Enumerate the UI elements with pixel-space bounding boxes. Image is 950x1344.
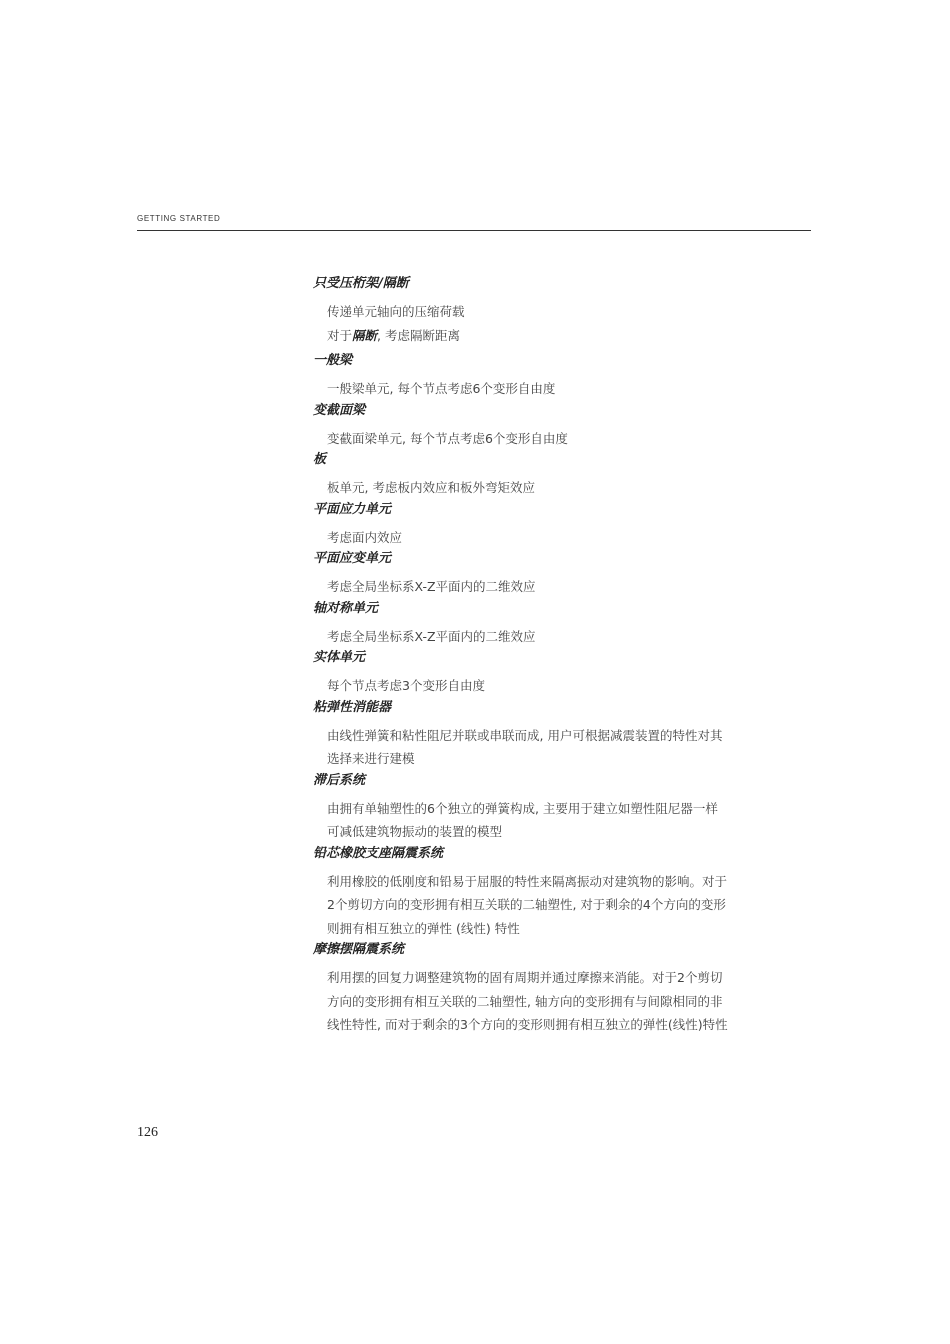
desc-line: 考虑全局坐标系X-Z平面内的二维效应 bbox=[327, 579, 536, 594]
desc-line: 传递单元轴向的压缩荷载 bbox=[327, 304, 465, 319]
term-plane-stress: 平面应力单元 bbox=[313, 501, 392, 517]
desc-line: 由拥有单轴塑性的6个独立的弹簧构成, 主要用于建立如塑性阻尼器一样 bbox=[327, 800, 718, 816]
desc-viscoelastic-damper bbox=[327, 724, 793, 771]
desc-plate bbox=[327, 476, 793, 500]
definition-list bbox=[313, 274, 793, 1037]
desc-lead-rubber-bearing bbox=[327, 870, 793, 941]
desc-line: 考虑面内效应 bbox=[327, 529, 403, 545]
term-axisymmetric: 轴对称单元 bbox=[313, 600, 379, 616]
desc-compression-only-truss bbox=[327, 300, 793, 347]
desc-hysteretic-system bbox=[327, 797, 793, 844]
term-tapered-beam: 变截面梁 bbox=[313, 402, 366, 418]
desc-line: 考虑全局坐标系X-Z平面内的二维效应 bbox=[327, 628, 536, 644]
desc-line: 2个剪切方向的变形拥有相互关联的二轴塑性, 对于剩余的4个方向的变形 bbox=[327, 897, 726, 912]
term-lead-rubber-bearing: 铅芯橡胶支座隔震系统 bbox=[313, 845, 444, 861]
term-solid: 实体单元 bbox=[313, 650, 366, 665]
desc-plane-stress bbox=[327, 526, 793, 550]
desc-general-beam bbox=[327, 377, 793, 401]
desc-line: 一般梁单元, 每个节点考虑6个变形自由度 bbox=[327, 381, 556, 396]
term-compression-only-truss: 只受压桁架/隔断 bbox=[313, 276, 409, 291]
desc-line: 选择来进行建模 bbox=[327, 751, 415, 766]
desc-line: 由线性弹簧和粘性阻尼并联或串联而成, 用户可根据减震装置的特性对其 bbox=[327, 727, 723, 743]
desc-friction-pendulum bbox=[327, 966, 793, 1037]
term-friction-pendulum: 摩擦摆隔震系统 bbox=[313, 942, 405, 957]
desc-suffix: , 考虑隔断距离 bbox=[377, 327, 460, 343]
desc-solid bbox=[327, 674, 793, 698]
desc-line: 方向的变形拥有相互关联的二轴塑性, 轴方向的变形拥有与间隙相同的非 bbox=[327, 993, 723, 1009]
desc-line: 每个节点考虑3个变形自由度 bbox=[327, 678, 485, 693]
term-plate: 板 bbox=[313, 452, 327, 467]
desc-emphasis: 隔断 bbox=[352, 327, 378, 343]
term-general-beam: 一般梁 bbox=[313, 353, 353, 368]
term-hysteretic-system: 滞后系统 bbox=[313, 772, 366, 788]
term-plane-strain: 平面应变单元 bbox=[313, 551, 392, 566]
desc-line: 则拥有相互独立的弹性 (线性) 特性 bbox=[327, 920, 520, 936]
desc-line-rich bbox=[327, 324, 793, 348]
desc-line: 利用橡胶的低刚度和铅易于屈服的特性来隔离振动对建筑物的影响。对于 bbox=[327, 873, 728, 889]
term-viscoelastic-damper: 粘弹性消能器 bbox=[313, 699, 392, 715]
desc-line: 线性特性, 而对于剩余的3个方向的变形则拥有相互独立的弹性(线性)特性 bbox=[327, 1017, 728, 1032]
desc-line: 利用摆的回复力调整建筑物的固有周期并通过摩擦来消能。对于2个剪切 bbox=[327, 970, 723, 985]
desc-line: 变截面梁单元, 每个节点考虑6个变形自由度 bbox=[327, 430, 568, 446]
desc-prefix: 对于 bbox=[327, 327, 353, 343]
desc-line: 板单元, 考虑板内效应和板外弯矩效应 bbox=[327, 480, 535, 495]
desc-line: 可减低建筑物振动的装置的模型 bbox=[327, 824, 503, 839]
desc-plane-strain bbox=[327, 575, 793, 599]
header-title: GETTING STARTED bbox=[137, 214, 221, 223]
desc-axisymmetric bbox=[327, 625, 793, 649]
desc-tapered-beam bbox=[327, 427, 793, 451]
running-header bbox=[137, 213, 811, 231]
page-number: 126 bbox=[137, 1125, 158, 1140]
